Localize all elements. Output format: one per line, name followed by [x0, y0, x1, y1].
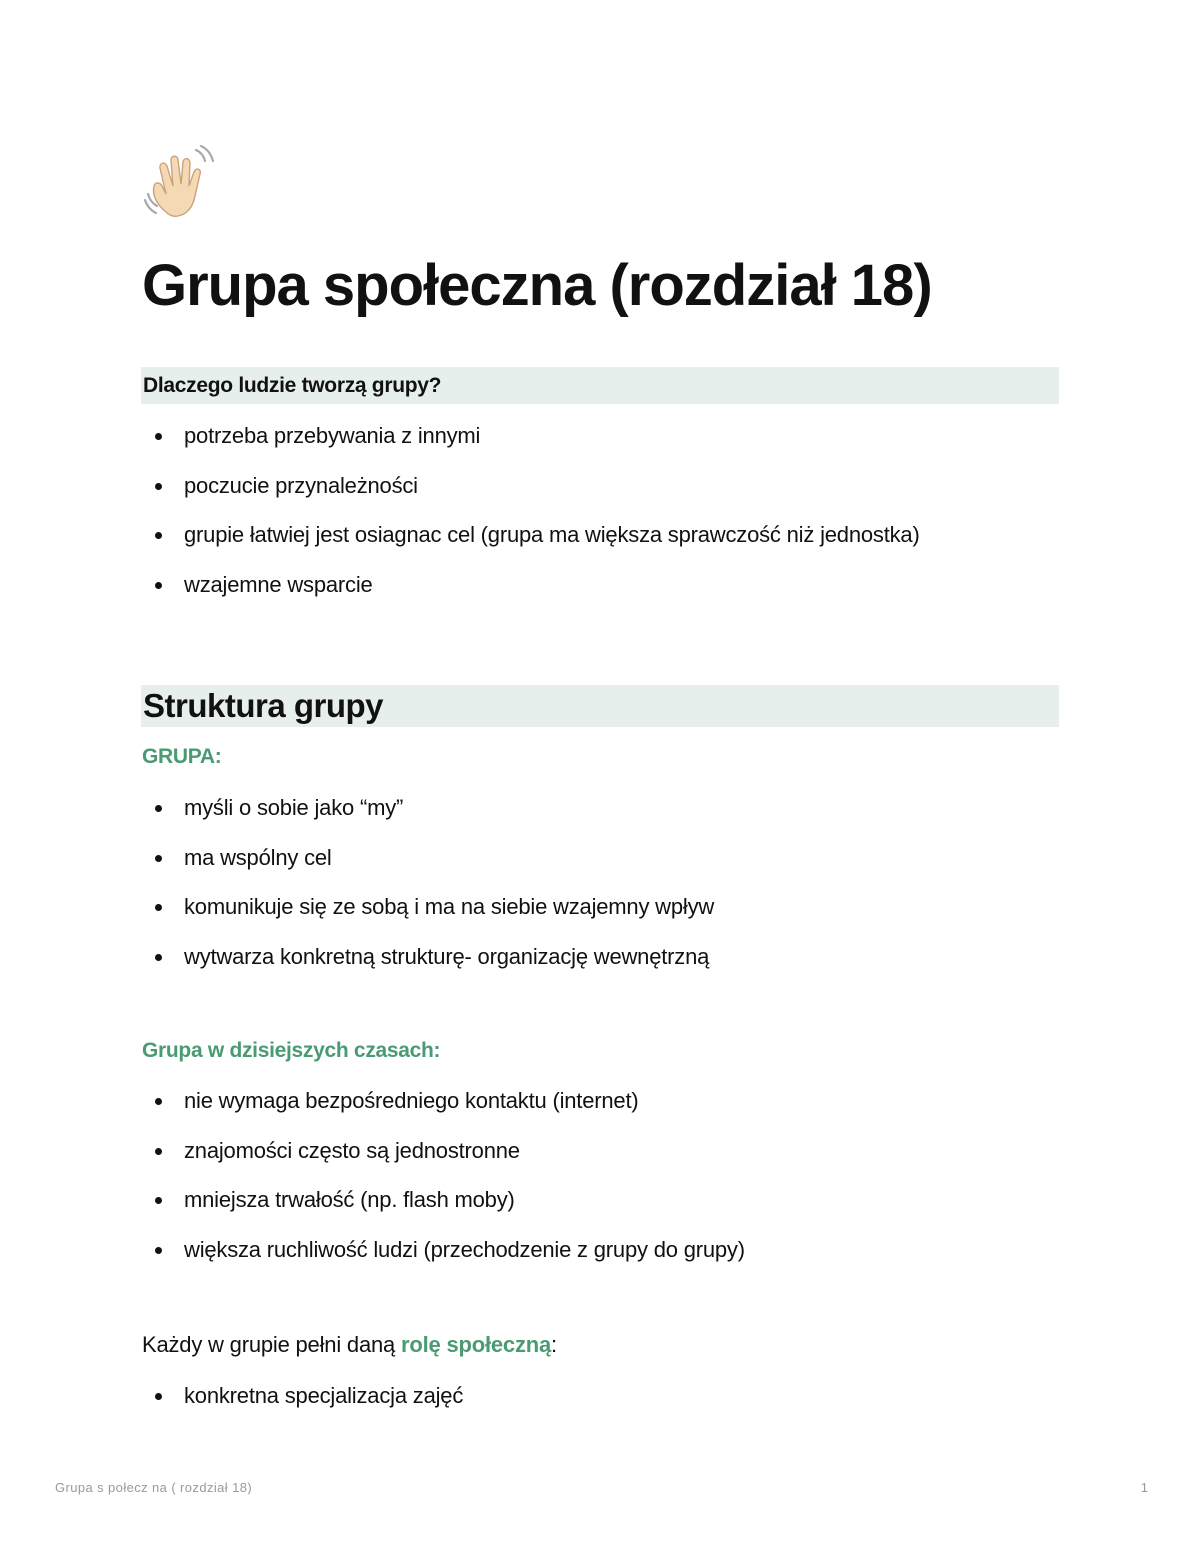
- page-number: 1: [1140, 1480, 1148, 1495]
- modern-group-list: [142, 1087, 1102, 1285]
- bullet-icon: [155, 433, 162, 440]
- bullet-icon: [155, 904, 162, 911]
- page-title: Grupa społeczna (rozdział 18): [142, 253, 932, 318]
- bullet-icon: [155, 532, 162, 539]
- bullet-icon: [155, 1098, 162, 1105]
- list-item: ma wspólny cel: [142, 844, 1102, 894]
- role-list: [142, 1382, 1102, 1432]
- list-item: znajomości często są jednostronne: [142, 1137, 1102, 1187]
- list-item: wytwarza konkretną strukturę- organizację wewnętrzną: [142, 943, 1102, 993]
- bullet-icon: [155, 582, 162, 589]
- list-item: nie wymaga bezpośredniego kontaktu (internet): [142, 1087, 1102, 1137]
- grupa-label: GRUPA:: [142, 745, 222, 768]
- list-item: potrzeba przebywania z innymi: [142, 422, 1102, 472]
- list-item: komunikuje się ze sobą i ma na siebie wzajemny wpływ: [142, 893, 1102, 943]
- grupa-list: [142, 794, 1102, 992]
- list-item: poczucie przynależności: [142, 472, 1102, 522]
- list-item: wzajemne wsparcie: [142, 571, 1102, 621]
- list-item: większa ruchliwość ludzi (przechodzenie z grupy do grupy): [142, 1236, 1102, 1286]
- bullet-icon: [155, 954, 162, 961]
- modern-group-label: Grupa w dzisiejszych czasach:: [142, 1039, 441, 1062]
- list-item: konkretna specjalizacja zajęć: [142, 1382, 1102, 1432]
- bullet-icon: [155, 1148, 162, 1155]
- bullet-icon: [155, 1247, 162, 1254]
- bullet-icon: [155, 483, 162, 490]
- list-item: grupie łatwiej jest osiagnac cel (grupa ma większa sprawczość niż jednostka): [142, 521, 1102, 571]
- reasons-list: [142, 422, 1102, 620]
- list-item: myśli o sobie jako “my”: [142, 794, 1102, 844]
- role-highlight: rolę społeczną: [400, 1332, 552, 1357]
- bullet-icon: [155, 1393, 162, 1400]
- role-paragraph: Każdy w grupie pełni daną rolę społeczną:: [142, 1332, 557, 1357]
- footer-title: Grupa s połecz na ( rozdział 18): [55, 1480, 253, 1495]
- list-item: mniejsza trwałość (np. flash moby): [142, 1186, 1102, 1236]
- waving-hand-icon: [142, 142, 226, 226]
- bullet-icon: [155, 855, 162, 862]
- section-heading-structure: Struktura grupy: [141, 685, 1059, 727]
- bullet-icon: [155, 1197, 162, 1204]
- question-callout: Dlaczego ludzie tworzą grupy?: [141, 367, 1059, 404]
- bullet-icon: [155, 805, 162, 812]
